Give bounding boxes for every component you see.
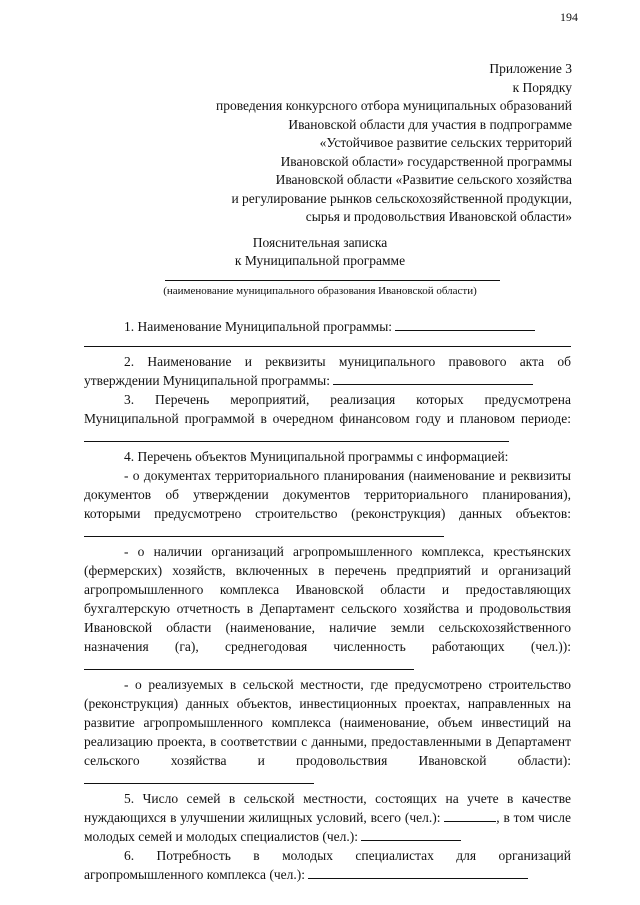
appendix-line: Ивановской области» государственной программы — [280, 153, 572, 169]
item-2 — [84, 352, 571, 390]
item-text: , в том числе молодых семей и молодых специалистов (чел.): — [84, 810, 571, 844]
item-1 — [84, 317, 571, 336]
appendix-line: Приложение 3 — [489, 61, 572, 76]
fill-in-field[interactable] — [84, 657, 414, 670]
title-line: к Муниципальной программе — [234, 253, 406, 268]
page-number: 194 — [560, 10, 578, 24]
item-text: 4. Перечень объектов Муниципальной программы с информацией: — [124, 449, 509, 464]
item-4c — [84, 675, 571, 789]
municipality-name-field[interactable] — [165, 280, 500, 281]
item-text: - о реализуемых в сельской местности, где предусмотрено строительство (реконструкция) данных объектов, инвестиционных проектах, направленных на развитие агропромышленного комплекса (наименование, объем инвестиций на реализацию проекта, в соответствии с данными, предоставленными в Департамент сельского хозяйства и продовольствия Ивановской области): — [84, 677, 571, 768]
appendix-line: сырья и продовольствия Ивановской области» — [305, 209, 572, 224]
appendix-line: и регулирование рынков сельскохозяйственной продукции, — [231, 190, 572, 206]
fill-in-field[interactable] — [84, 524, 444, 537]
appendix-line: проведения конкурсного отбора муниципальных образований — [215, 98, 572, 113]
fill-in-field[interactable] — [308, 866, 528, 879]
fill-in-field[interactable] — [84, 771, 314, 784]
item-4 — [84, 447, 571, 466]
fill-in-field[interactable] — [361, 828, 461, 841]
item-4b — [84, 542, 571, 675]
appendix-line: Ивановской области для участия в подпрограмме — [288, 116, 572, 132]
item-5 — [84, 789, 571, 846]
fill-in-field[interactable] — [333, 372, 533, 385]
document-body — [84, 317, 571, 884]
fill-in-field[interactable] — [444, 809, 496, 822]
item-text: 5. Число семей в сельской местности, состоящих на учете в качестве нуждающихся в улучшении жилищных условий, всего (чел.): — [84, 791, 571, 825]
item-text: 1. Наименование Муниципальной программы: — [124, 319, 393, 334]
fill-in-field[interactable] — [395, 318, 535, 331]
fill-in-line[interactable] — [84, 336, 571, 347]
municipality-name-caption: (наименование муниципального образования Ивановской области) — [163, 285, 477, 297]
item-text: - о документах территориального планирования (наименование и реквизиты документов об утверждении документов территориального планирования), которыми предусмотрено строительство (реконструкция) данных объектов: — [84, 468, 571, 521]
item-4a — [84, 466, 571, 542]
item-text: 6. Потребность в молодых специалистах для организаций агропромышленного комплекса (чел.): — [84, 848, 571, 882]
item-6 — [84, 846, 571, 884]
appendix-header — [72, 60, 572, 227]
title-line: Пояснительная записка — [252, 235, 388, 250]
fill-in-field[interactable] — [84, 429, 509, 442]
document-title — [0, 234, 640, 270]
item-3 — [84, 390, 571, 447]
item-text: - о наличии организаций агропромышленного комплекса, крестьянских (фермерских) хозяйств, включенных в перечень предприятий и организаций агропромышленного комплекса Ивановской области и предоставляющих бухгалтерскую отчетность в Департамент сельского хозяйства и продовольствия Ивановской области (наименование, наличие земли сельскохозяйственного назначения (га), среднегодовая численность работающих (чел.)): — [84, 544, 571, 654]
appendix-line: Ивановской области «Развитие сельского хозяйства — [275, 172, 572, 187]
item-text: 2. Наименование и реквизиты муниципального правового акта об утверждении Муниципальной программы: — [84, 354, 571, 388]
appendix-line: к Порядку — [512, 79, 572, 95]
appendix-line: «Устойчивое развитие сельских территорий — [319, 135, 572, 150]
item-text: 3. Перечень мероприятий, реализация которых предусмотрена Муниципальной программой в очередном финансовом году и плановом периоде: — [84, 392, 571, 426]
